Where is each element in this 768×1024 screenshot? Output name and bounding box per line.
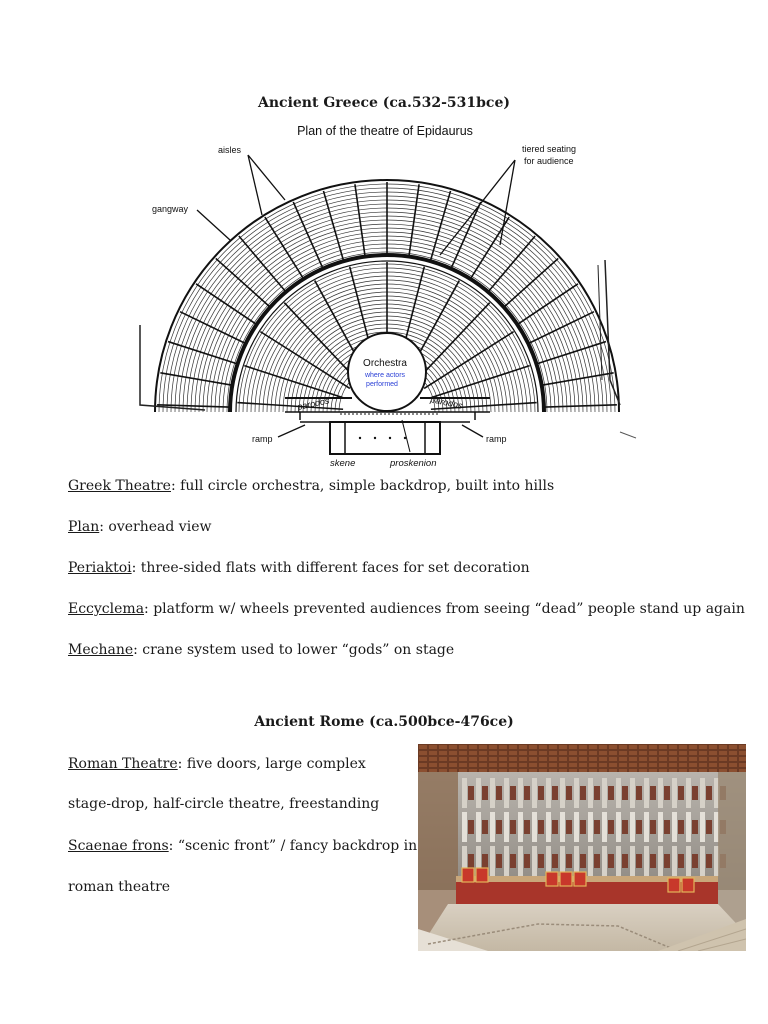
term-plan	[68, 519, 211, 535]
column	[462, 812, 467, 842]
column	[518, 778, 523, 808]
niche	[650, 786, 656, 800]
column	[658, 846, 663, 876]
niche	[510, 820, 516, 834]
column	[672, 846, 677, 876]
niche	[538, 820, 544, 834]
niche	[636, 820, 642, 834]
stage-panel	[546, 872, 558, 886]
niche	[650, 820, 656, 834]
label-performed: performed	[366, 381, 398, 388]
term-roman-theatre	[68, 756, 366, 772]
column	[672, 778, 677, 808]
stage-panel	[668, 878, 680, 892]
column	[462, 778, 467, 808]
niche	[566, 786, 572, 800]
niche	[622, 786, 628, 800]
niche	[608, 820, 614, 834]
column	[700, 846, 705, 876]
niche	[650, 854, 656, 868]
column	[700, 778, 705, 808]
niche	[622, 820, 628, 834]
skene-building	[330, 422, 440, 454]
label-tiered-seating: tiered seating	[522, 144, 577, 154]
niche	[692, 820, 698, 834]
column	[602, 846, 607, 876]
niche	[468, 786, 474, 800]
label-skene: skene	[330, 458, 356, 469]
niche	[552, 854, 558, 868]
roman-theatre-image	[418, 744, 746, 951]
label-parodos-right: parodos	[429, 394, 464, 411]
column	[616, 846, 621, 876]
column	[490, 812, 495, 842]
column	[658, 812, 663, 842]
term-definition: : “scenic front” / fancy backdrop in	[168, 838, 418, 854]
column	[532, 812, 537, 842]
aisle-line	[529, 312, 594, 343]
column	[504, 846, 509, 876]
niche	[692, 854, 698, 868]
column	[518, 846, 523, 876]
column	[686, 812, 691, 842]
term-label: Eccyclema	[68, 601, 145, 617]
niche	[524, 786, 530, 800]
niche	[566, 820, 572, 834]
niche	[580, 820, 586, 834]
aisle-line	[545, 405, 617, 407]
column	[644, 812, 649, 842]
column	[602, 812, 607, 842]
label-parodos-left: parodos	[296, 395, 331, 412]
niche	[664, 786, 670, 800]
column	[504, 812, 509, 842]
niche	[538, 786, 544, 800]
term-label: Plan	[68, 519, 100, 535]
niche	[622, 854, 628, 868]
niche	[510, 854, 516, 868]
term-definition: : three-sided flats with different faces for set decoration	[131, 560, 530, 576]
aisle-line	[409, 184, 419, 255]
label-ramp-right: ramp	[486, 434, 507, 444]
column	[616, 778, 621, 808]
label-where-actors: where actors	[364, 372, 406, 379]
epidaurus-plan-diagram	[135, 118, 640, 470]
aisle-line	[355, 184, 365, 255]
column	[476, 812, 481, 842]
column	[588, 778, 593, 808]
aisle-line	[543, 373, 614, 385]
niche	[468, 820, 474, 834]
rome-line-2: stage-drop, half-circle theatre, freestanding	[68, 796, 380, 812]
column	[616, 812, 621, 842]
term-definition: : platform w/ wheels prevented audiences from seeing “dead” people stand up again	[144, 601, 745, 617]
niche	[580, 786, 586, 800]
term-label: Roman Theatre	[68, 756, 178, 772]
niche	[552, 786, 558, 800]
niche	[524, 820, 530, 834]
label-ramp-left: ramp	[252, 434, 273, 444]
column	[630, 846, 635, 876]
column	[574, 812, 579, 842]
column	[532, 778, 537, 808]
column	[630, 812, 635, 842]
columns	[462, 778, 726, 876]
niche	[594, 820, 600, 834]
column	[588, 846, 593, 876]
term-definition: : five doors, large complex	[177, 756, 366, 772]
term-definition: : crane system used to lower “gods” on stage	[133, 642, 455, 658]
column	[588, 812, 593, 842]
column	[602, 778, 607, 808]
niche	[468, 854, 474, 868]
niche	[678, 786, 684, 800]
term-periaktoi	[68, 560, 530, 576]
column	[546, 812, 551, 842]
column	[518, 812, 523, 842]
term-label: Periaktoi	[68, 560, 132, 576]
niche	[664, 820, 670, 834]
column	[686, 846, 691, 876]
column	[476, 778, 481, 808]
niche	[594, 786, 600, 800]
column	[658, 778, 663, 808]
term-definition: : overhead view	[99, 519, 212, 535]
label-gangway: gangway	[152, 204, 189, 214]
aisle-line	[180, 312, 245, 343]
term-label: Mechane	[68, 642, 134, 658]
niche	[510, 786, 516, 800]
niche	[580, 854, 586, 868]
niche	[678, 820, 684, 834]
term-definition: : full circle orchestra, simple backdrop, built into hills	[170, 478, 555, 494]
greece-heading: Ancient Greece (ca.532-531bce)	[258, 95, 510, 111]
stage-panel	[476, 868, 488, 882]
rome-line-4: roman theatre	[68, 879, 171, 895]
niche	[482, 820, 488, 834]
niche	[706, 820, 712, 834]
column	[574, 778, 579, 808]
niche	[552, 820, 558, 834]
column	[700, 812, 705, 842]
term-greek-theatre	[68, 478, 554, 494]
niche	[496, 854, 502, 868]
niche	[482, 854, 488, 868]
stage-panel	[462, 868, 474, 882]
term-mechane	[68, 642, 454, 658]
niche	[636, 786, 642, 800]
stage-panel	[574, 872, 586, 886]
column	[686, 778, 691, 808]
niche	[594, 854, 600, 868]
column	[546, 778, 551, 808]
label-proskenion: proskenion	[390, 458, 437, 469]
label-aisles: aisles	[218, 145, 242, 155]
niche	[482, 786, 488, 800]
niche	[608, 786, 614, 800]
column	[504, 778, 509, 808]
niche	[678, 854, 684, 868]
ceiling	[418, 744, 746, 776]
niche	[524, 854, 530, 868]
term-eccyclema	[68, 601, 745, 617]
niche	[706, 786, 712, 800]
column	[490, 778, 495, 808]
column	[672, 812, 677, 842]
rome-heading: Ancient Rome (ca.500bce-476ce)	[254, 714, 514, 730]
label-for-audience: for audience	[524, 156, 574, 166]
niche	[664, 854, 670, 868]
niche	[566, 854, 572, 868]
column	[560, 778, 565, 808]
column	[532, 846, 537, 876]
stage-panel	[682, 878, 694, 892]
term-label: Scaenae frons	[68, 838, 169, 854]
niche	[496, 820, 502, 834]
column	[490, 846, 495, 876]
niche	[636, 854, 642, 868]
stage-panel	[560, 872, 572, 886]
column	[630, 778, 635, 808]
aisle-line	[160, 373, 231, 385]
diagram-title: Plan of the theatre of Epidaurus	[297, 124, 473, 138]
niche	[496, 786, 502, 800]
column	[560, 812, 565, 842]
niche	[706, 854, 712, 868]
niche	[538, 854, 544, 868]
column	[644, 778, 649, 808]
niche	[608, 854, 614, 868]
niche	[692, 786, 698, 800]
column	[644, 846, 649, 876]
term-label: Greek Theatre	[68, 478, 171, 494]
term-scaenae-frons	[68, 838, 417, 854]
label-orchestra: Orchestra	[363, 358, 407, 369]
